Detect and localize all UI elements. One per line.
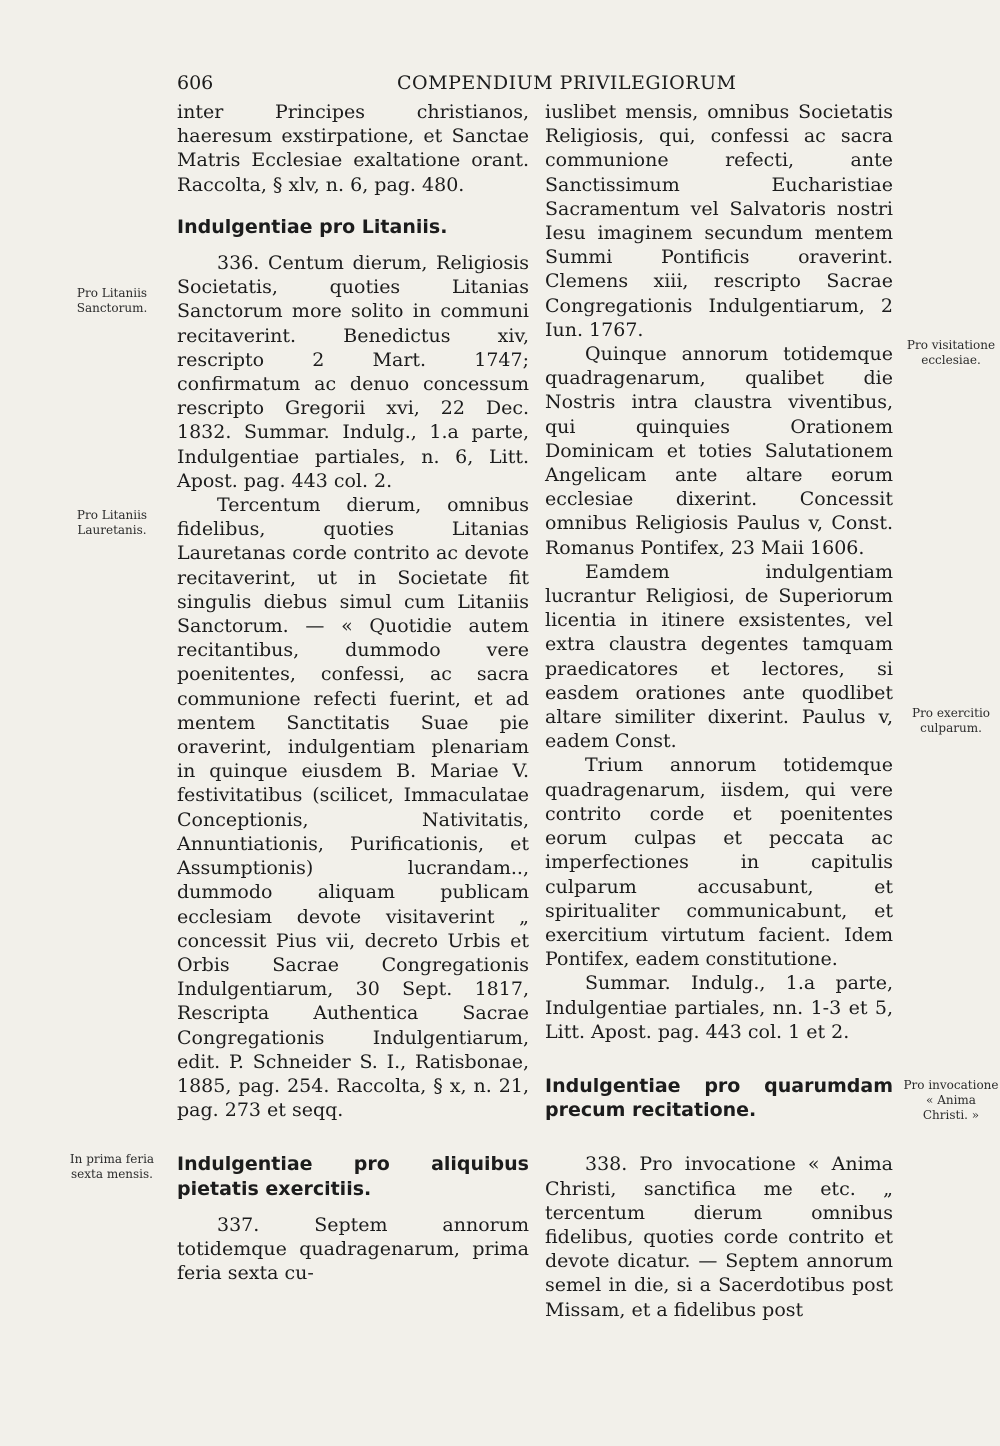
paragraph-intro: inter Principes christianos, haeresum exstirpatione, et Sanctae Matris Ecclesiae exaltatione orant. Raccolta, § xlv, n. 6, pag. 480.	[177, 101, 529, 196]
section-heading-pietatis: Indulgentiae pro aliquibus pietatis exercitiis.	[177, 1153, 529, 1200]
bleed-through-mark	[70, 185, 160, 225]
left-column	[177, 100, 529, 1285]
paragraph-summar: Summar. Indulg., 1.a parte, Indulgentiae partiales, nn. 1-3 et 5, Litt. Apost. pag. 443 col. 1 et 2.	[545, 972, 893, 1043]
paragraph-337-continued: iuslibet mensis, omnibus Societatis Religiosis, qui, confessi ac sacra communione refecti, ante Sanctissimum Eucharistiae Sacramentum vel Salvatoris nostri Iesu imaginem secundum mentem Summi Pontificis oraverint. Clemens xiii, rescripto Sacrae Congregationis Indulgentiarum, 2 Iun. 1767.	[545, 101, 893, 341]
page-number: 606	[177, 72, 214, 94]
margin-note-invocatione: Pro invocatione « Anima Christi. »	[903, 1078, 999, 1122]
section-heading-precum: Indulgentiae pro quarumdam precum recitatione.	[545, 1074, 893, 1122]
paragraph-eamdem: Eamdem indulgentiam lucrantur Religiosi, de Superiorum licentia in itinere exsistentes, vel extra claustra degentes tamquam praedicatores et lectores, si easdem orationes ante quodlibet altare similiter dixerint. Paulus v, eadem Const.	[545, 560, 893, 753]
margin-note-litaniis-sanctorum: Pro Litaniis Sanctorum.	[76, 286, 148, 315]
right-column	[545, 100, 893, 1322]
running-head	[177, 72, 893, 102]
paragraph-trium: Trium annorum totidemque quadragenarum, iisdem, qui vere contrito corde et poenitentes eorum culpas et peccata ac imperfectiones in capitulis culparum accusabunt, et spiritualiter communicabunt, et exercitium virtutum facient. Idem Pontifex, eadem constitutione.	[545, 754, 893, 971]
section-heading-litaniis: Indulgentiae pro Litaniis.	[177, 215, 448, 238]
running-title: COMPENDIUM PRIVILEGIORUM	[397, 72, 737, 94]
paragraph-tercentum: Tercentum dierum, omnibus fidelibus, quoties Litanias Lauretanas corde contrito ac devote recitaverint, ut in Societate fit singulis diebus simul cum Litaniis Sanctorum. — « Quotidie autem recitantibus, dummodo vere poenitentes, confessi, ac sacra communione refecti fuerint, et ad mentem Sanctitatis Suae pie oraverint, indulgentiam plenariam in quinque eiusdem B. Mariae V. festivitatibus (scilicet, Immaculatae Conceptionis, Nativitatis, Annuntiationis, Purificationis, et Assumptionis) lucrandam.., dummodo aliquam publicam ecclesiam devote visitaverint „ concessit Pius vii, decreto Urbis et Orbis Sacrae Congregationis Indulgentiarum, 30 Sept. 1817, Rescripta Authentica Sacrae Congregationis Indulgentiarum, edit. P. Schneider S. I., Ratisbonae, 1885, pag. 254. Raccolta, § x, n. 21, pag. 273 et seqq.	[177, 494, 529, 1122]
paragraph-338: 338. Pro invocatione « Anima Christi, sanctifica me etc. „ tercentum dierum omnibus fidelibus, quoties corde contrito et devote dicatur. — Septem annorum semel in die, si a Sacerdotibus post Missam, et a fidelibus post	[545, 1153, 893, 1321]
margin-note-prima-feria: In prima feria sexta mensis.	[69, 1152, 155, 1181]
margin-note-exercitio: Pro exercitio culparum.	[912, 706, 990, 735]
margin-note-visitatione: Pro visitatione ecclesiae.	[906, 338, 996, 367]
paragraph-337: 337. Septem annorum totidemque quadragenarum, prima feria sexta cu-	[177, 1213, 529, 1285]
paragraph-quinque: Quinque annorum totidemque quadragenarum, qualibet die Nostris intra claustra viventibus, qui quinquies Orationem Dominicam et toties Salutationem Angelicam ante altare eorum ecclesiae dixerint. Concessit omnibus Religiosis Paulus v, Const. Romanus Pontifex, 23 Maii 1606.	[545, 343, 893, 559]
margin-note-litaniis-lauretanis: Pro Litaniis Lauretanis.	[76, 508, 148, 537]
paragraph-336: 336. Centum dierum, Religiosis Societatis, quoties Litanias Sanctorum more solito in communi recitaverint. Benedictus xiv, rescripto 2 Mart. 1747; confirmatum ac denuo concessum rescripto Gregorii xvi, 22 Dec. 1832. Summar. Indulg., 1.a parte, Indulgentiae partiales, n. 6, Litt. Apost. pag. 443 col. 2.	[177, 252, 529, 492]
